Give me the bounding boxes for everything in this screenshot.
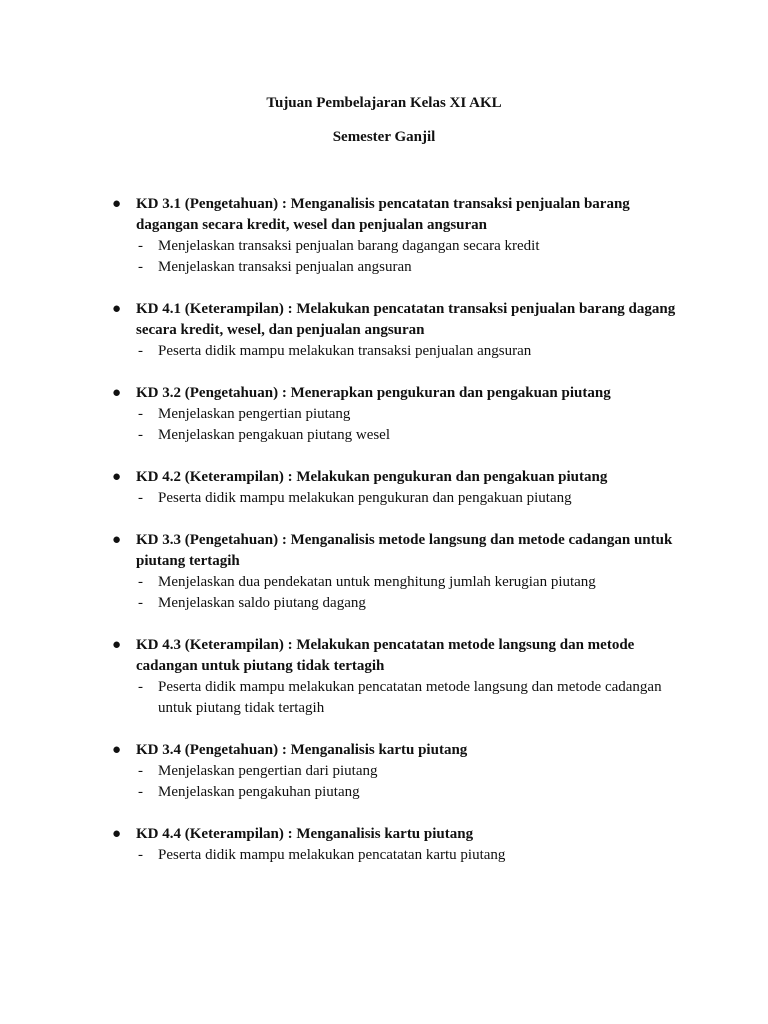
kd-item xyxy=(0,383,768,446)
bullet-icon: ● xyxy=(112,385,122,401)
kd-point-text: Menjelaskan transaksi penjualan barang dagangan secara kredit xyxy=(158,238,540,254)
kd-item xyxy=(0,299,768,362)
dash-icon: - xyxy=(138,427,143,443)
kd-point-text: Menjelaskan pengakuhan piutang xyxy=(158,784,360,800)
kd-point xyxy=(0,488,768,509)
dash-icon: - xyxy=(138,763,143,779)
bullet-icon: ● xyxy=(112,826,122,842)
kd-point xyxy=(0,236,768,257)
kd-point-text: Menjelaskan dua pendekatan untuk menghitung jumlah kerugian piutang xyxy=(158,574,596,590)
kd-heading: KD 4.1 (Keterampilan) : Melakukan pencatatan transaksi penjualan barang dagang secara kredit, wesel, dan penjualan angsuran xyxy=(136,301,676,338)
kd-point xyxy=(0,425,768,446)
dash-icon: - xyxy=(138,490,143,506)
kd-heading: KD 3.1 (Pengetahuan) : Menganalisis pencatatan transaksi penjualan barang dagangan secara kredit, wesel dan penjualan angsuran xyxy=(136,196,630,233)
kd-heading: KD 4.3 (Keterampilan) : Melakukan pencatatan metode langsung dan metode cadangan untuk piutang tidak tertagih xyxy=(136,637,635,674)
dash-icon: - xyxy=(138,847,143,863)
kd-point-text: Menjelaskan pengertian piutang xyxy=(158,406,351,422)
kd-point xyxy=(0,257,768,278)
dash-icon: - xyxy=(138,595,143,611)
dash-icon: - xyxy=(138,574,143,590)
kd-point-text: Peserta didik mampu melakukan pengukuran dan pengakuan piutang xyxy=(158,490,572,506)
kd-item xyxy=(0,194,768,278)
kd-heading: KD 3.2 (Pengetahuan) : Menerapkan pengukuran dan pengakuan piutang xyxy=(136,385,611,401)
bullet-icon: ● xyxy=(112,469,122,485)
dash-icon: - xyxy=(138,784,143,800)
kd-item xyxy=(0,635,768,719)
kd-point-text: Menjelaskan pengakuan piutang wesel xyxy=(158,427,391,443)
kd-point xyxy=(0,572,768,593)
kd-point-text: Peserta didik mampu melakukan pencatatan kartu piutang xyxy=(158,847,506,863)
kd-item xyxy=(0,467,768,509)
bullet-icon: ● xyxy=(112,196,122,212)
kd-point-text: Menjelaskan transaksi penjualan angsuran xyxy=(158,259,412,275)
kd-item xyxy=(0,824,768,866)
kd-point-text: Menjelaskan pengertian dari piutang xyxy=(158,763,378,779)
bullet-icon: ● xyxy=(112,637,122,653)
kd-point xyxy=(0,845,768,866)
kd-point xyxy=(0,782,768,803)
document-title: Tujuan Pembelajaran Kelas XI AKL xyxy=(266,95,502,111)
dash-icon: - xyxy=(138,679,143,695)
kd-point xyxy=(0,593,768,614)
kd-heading: KD 3.4 (Pengetahuan) : Menganalisis kartu piutang xyxy=(136,742,468,758)
kd-item xyxy=(0,740,768,803)
dash-icon: - xyxy=(138,343,143,359)
kd-point-text: Menjelaskan saldo piutang dagang xyxy=(158,595,366,611)
kd-point xyxy=(0,761,768,782)
bullet-icon: ● xyxy=(112,532,122,548)
document-subtitle: Semester Ganjil xyxy=(332,129,436,145)
kd-heading: KD 3.3 (Pengetahuan) : Menganalisis metode langsung dan metode cadangan untuk piutang tertagih xyxy=(136,532,673,569)
kd-list xyxy=(0,194,768,887)
bullet-icon: ● xyxy=(112,742,122,758)
kd-point xyxy=(0,677,768,719)
kd-item xyxy=(0,530,768,614)
kd-point xyxy=(0,404,768,425)
kd-point-text: Peserta didik mampu melakukan transaksi penjualan angsuran xyxy=(158,343,532,359)
dash-icon: - xyxy=(138,238,143,254)
kd-heading: KD 4.2 (Keterampilan) : Melakukan pengukuran dan pengakuan piutang xyxy=(136,469,608,485)
kd-heading: KD 4.4 (Keterampilan) : Menganalisis kartu piutang xyxy=(136,826,474,842)
dash-icon: - xyxy=(138,406,143,422)
dash-icon: - xyxy=(138,259,143,275)
bullet-icon: ● xyxy=(112,301,122,317)
kd-point xyxy=(0,341,768,362)
kd-point-text: Peserta didik mampu melakukan pencatatan metode langsung dan metode cadangan untuk piutang tidak tertagih xyxy=(158,679,662,716)
